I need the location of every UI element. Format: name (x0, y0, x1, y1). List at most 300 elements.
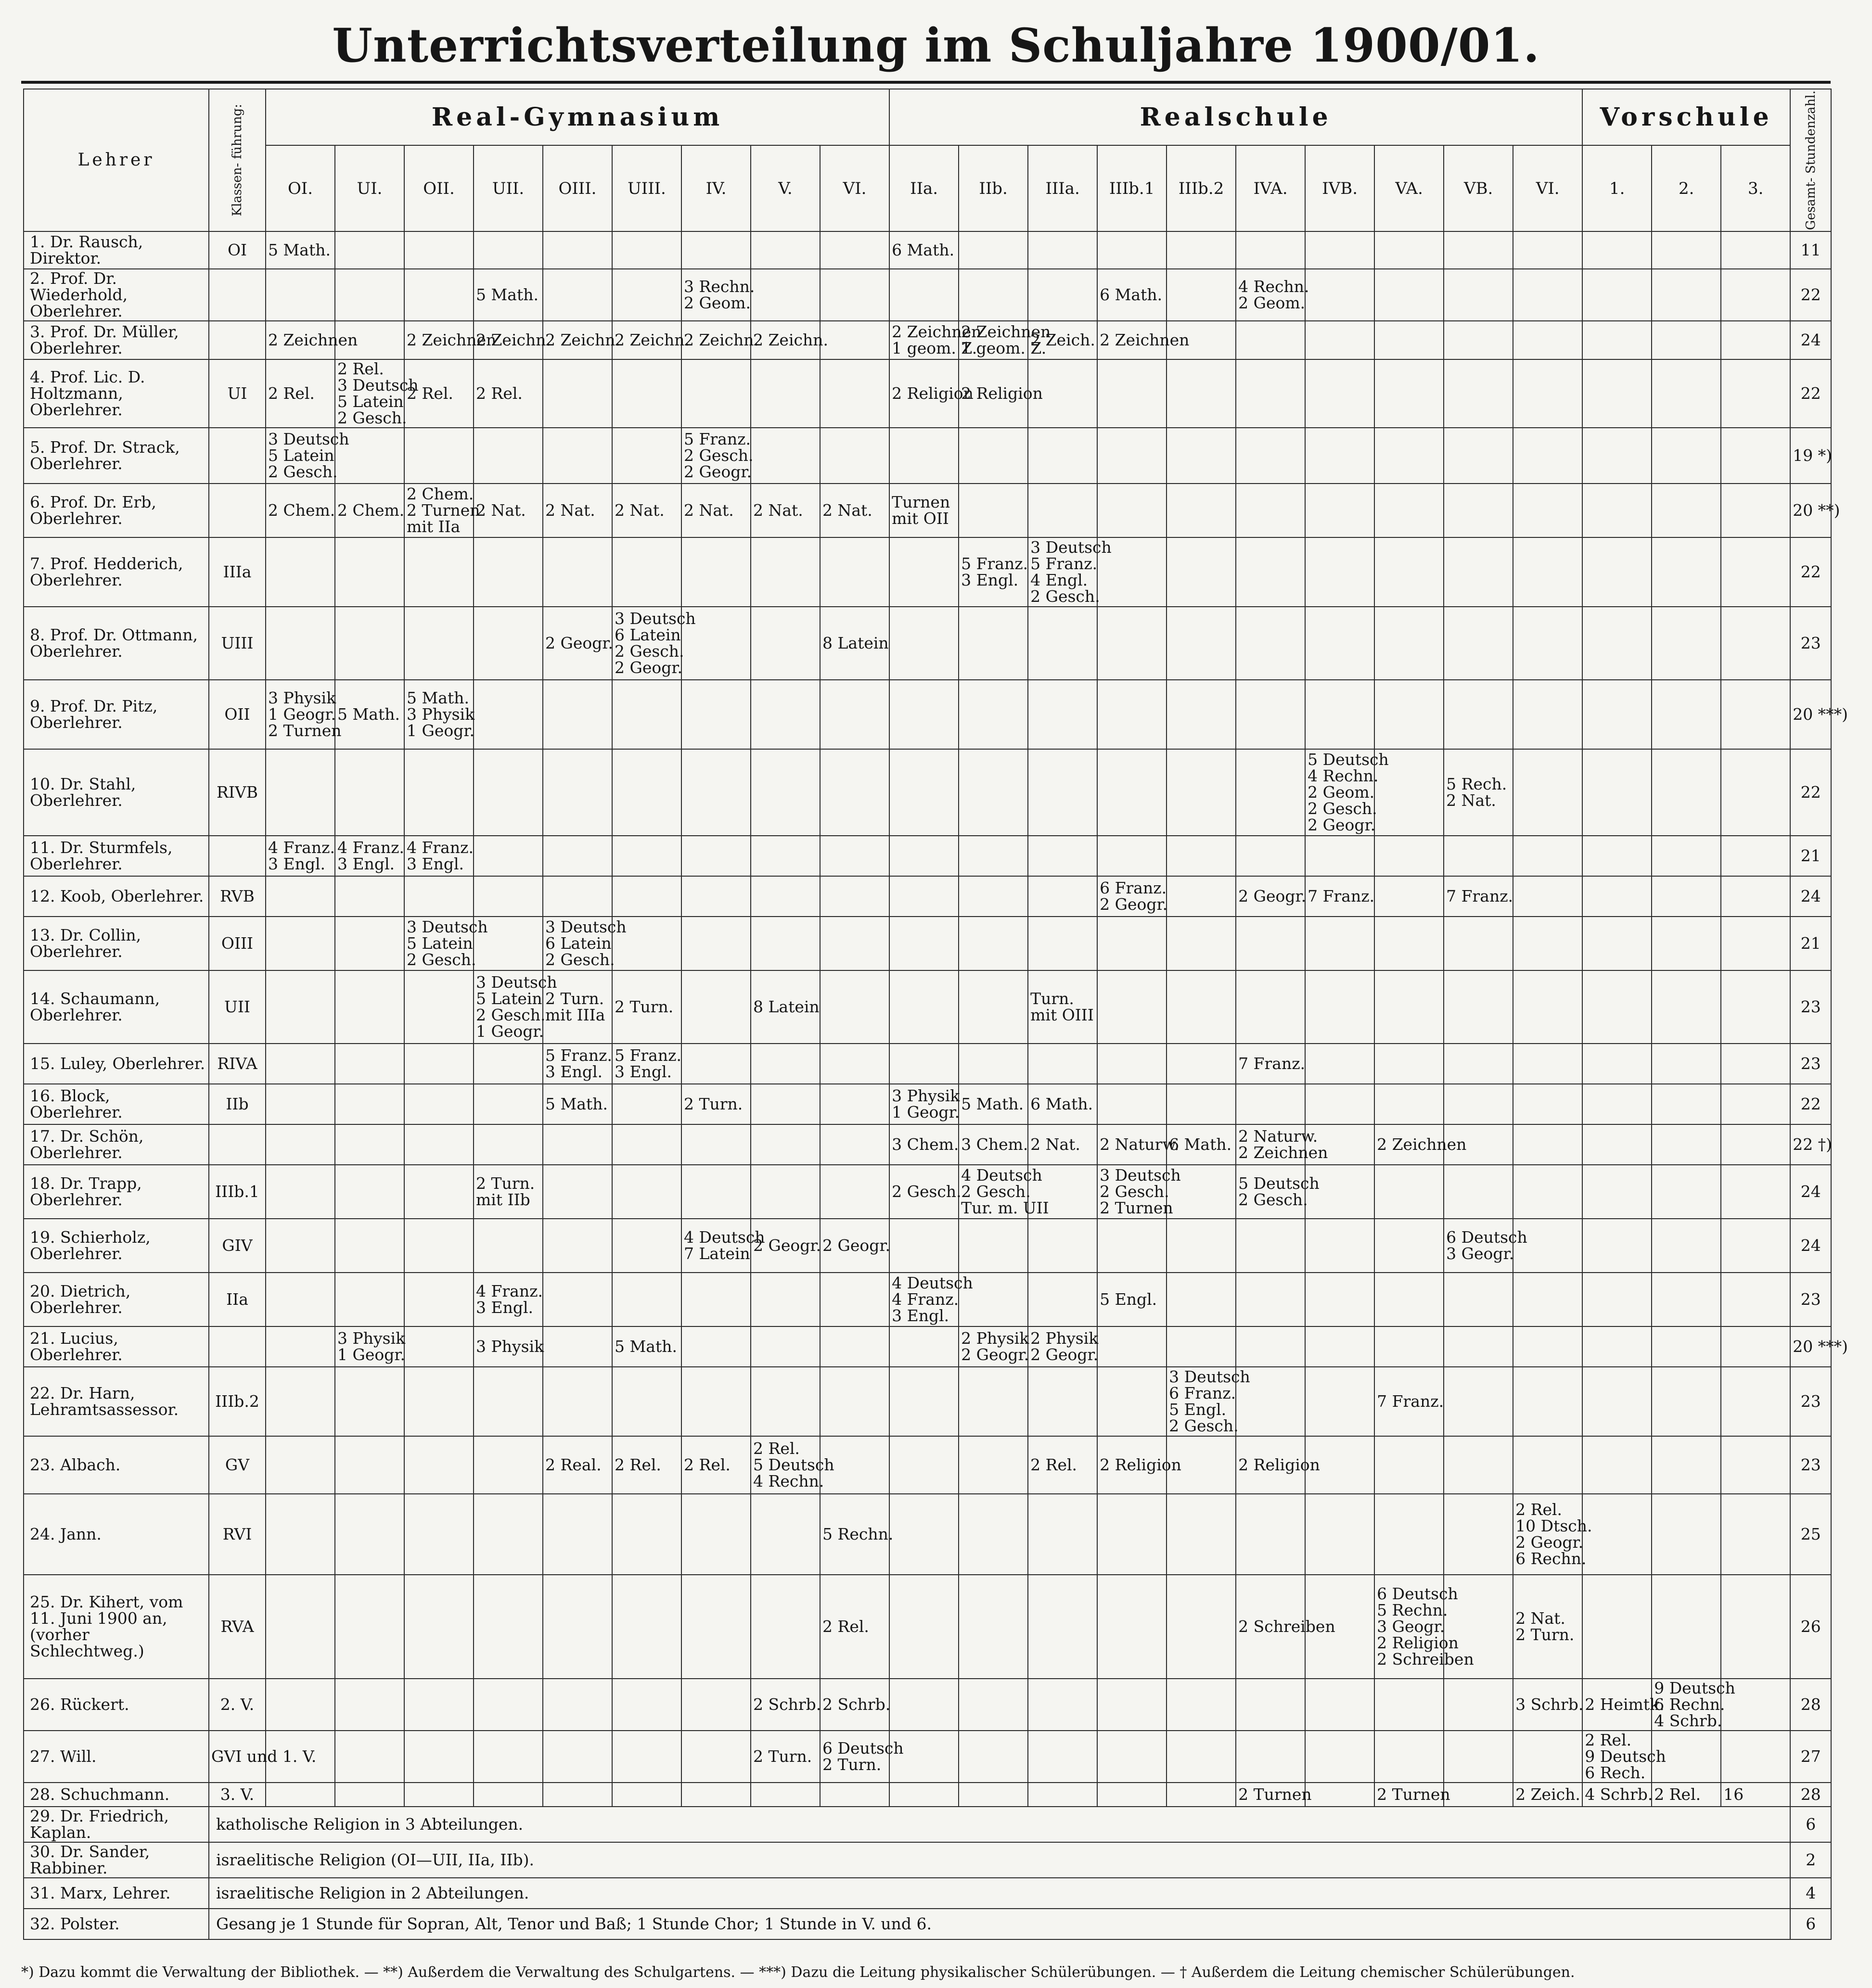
lesson-cell (1028, 231, 1097, 269)
total-hours-cell: 11 (1790, 231, 1831, 269)
lesson-cell (474, 484, 543, 537)
lesson-cell (820, 607, 889, 680)
klassenfuehrung-cell: RVA (209, 1575, 266, 1679)
lesson-entry: 4 Engl. (1030, 571, 1088, 590)
lesson-entry: 5 Latein (476, 989, 542, 1008)
lesson-entry: 9 Deutsch (1585, 1747, 1666, 1766)
lesson-cell (1513, 231, 1582, 269)
lesson-cell (681, 359, 751, 428)
lesson-cell (751, 1679, 820, 1731)
lesson-entry: 3 Deutsch (1030, 538, 1112, 557)
lesson-cell (889, 1783, 959, 1807)
lesson-cell (1236, 876, 1305, 917)
lesson-cell (1374, 428, 1444, 484)
lesson-cell (1652, 917, 1721, 970)
lesson-cell (1652, 1273, 1721, 1326)
total-hours-cell: 6 (1790, 1807, 1831, 1842)
lesson-cell (959, 749, 1028, 836)
lesson-cell (681, 876, 751, 917)
lesson-cell (266, 1084, 335, 1124)
total-hours-cell: 19 *) (1790, 428, 1831, 484)
teacher-cell: 23. Albach. (24, 1436, 209, 1494)
total-hours-cell: 21 (1790, 836, 1831, 876)
lesson-cell (474, 1731, 543, 1783)
lesson-cell (1374, 1494, 1444, 1575)
lesson-cell (1305, 537, 1374, 607)
lesson-cell (959, 1783, 1028, 1807)
lesson-cell (959, 1367, 1028, 1436)
lesson-cell (681, 749, 751, 836)
lesson-cell (820, 1084, 889, 1124)
lesson-cell (335, 484, 404, 537)
lesson-cell (1305, 680, 1374, 749)
lesson-cell (751, 1494, 820, 1575)
lesson-entry: 2 Naturw. (1238, 1127, 1318, 1146)
lesson-entry: 2 Nat. (1030, 1135, 1080, 1154)
table-row (24, 359, 1831, 428)
lesson-cell (1582, 680, 1652, 749)
lesson-entry: 3 Engl. (961, 571, 1019, 590)
lesson-cell (1513, 1494, 1592, 1575)
lesson-cell (1097, 1494, 1167, 1575)
teacher-cell: 29. Dr. Friedrich, Kaplan. (24, 1807, 209, 1842)
lesson-cell (1652, 1124, 1721, 1165)
lesson-entry: 2 Turn. (822, 1755, 882, 1774)
lesson-entry: 2 Gesch. (545, 950, 615, 969)
lesson-cell (820, 484, 889, 537)
lesson-cell (751, 537, 820, 607)
lesson-cell (1374, 1783, 1450, 1807)
table-row (24, 1273, 1831, 1326)
lesson-cell (820, 1044, 889, 1084)
lesson-entry: 5 Math. (337, 705, 400, 724)
lesson-cell (543, 1084, 612, 1124)
lesson-cell (266, 484, 335, 537)
lesson-cell (1236, 359, 1305, 428)
lesson-cell (1652, 1044, 1721, 1084)
lesson-cell (1444, 359, 1513, 428)
lesson-entry: 2 Turn. (476, 1174, 535, 1193)
lesson-cell (1236, 1273, 1305, 1326)
lesson-entry: 8 Latein (753, 997, 820, 1017)
lesson-entry: 4 Franz. (407, 838, 474, 857)
lesson-cell (335, 680, 404, 749)
lesson-entry: 5 Math. (961, 1095, 1024, 1114)
lesson-cell (1305, 607, 1374, 680)
lesson-cell (1167, 1575, 1236, 1679)
lesson-cell (1444, 1436, 1513, 1494)
lesson-cell (335, 1731, 404, 1783)
total-hours-cell: 24 (1790, 876, 1831, 917)
lesson-cell (959, 321, 1051, 359)
lesson-cell (751, 428, 820, 484)
lesson-cell (1582, 1124, 1652, 1165)
lesson-cell (1721, 484, 1790, 537)
lesson-cell (543, 1731, 612, 1783)
lesson-cell (820, 876, 889, 917)
lesson-cell (1582, 269, 1652, 321)
lesson-cell (1582, 1367, 1652, 1436)
lesson-cell (1028, 484, 1097, 537)
subject-description-cell: katholische Religion in 3 Abteilungen. (209, 1807, 1790, 1842)
lesson-cell (543, 1124, 612, 1165)
lesson-cell (959, 1044, 1028, 1084)
lesson-cell (266, 321, 358, 359)
lesson-cell (820, 1124, 889, 1165)
lesson-cell (1374, 321, 1444, 359)
teacher-cell: 27. Will. (24, 1731, 209, 1783)
lesson-cell (1582, 1326, 1652, 1367)
lesson-cell (266, 537, 335, 607)
lesson-cell (1513, 1783, 1582, 1807)
lesson-entry: 6 Deutsch (1377, 1584, 1458, 1604)
lesson-cell (1652, 484, 1721, 537)
lesson-cell (681, 484, 751, 537)
gesamt-header (1790, 89, 1831, 231)
lesson-cell (1097, 1124, 1180, 1165)
group-header-2: Vorschule (1582, 89, 1790, 145)
lesson-cell (1305, 321, 1374, 359)
lesson-entry: 2 Gesch. (1238, 1190, 1308, 1210)
lesson-cell (1721, 607, 1790, 680)
lesson-entry: 3 Deutsch (1169, 1367, 1250, 1387)
lesson-entry: 5 Deutsch (1238, 1174, 1320, 1193)
table-row (24, 1494, 1831, 1575)
lesson-cell (1513, 1679, 1582, 1731)
klassenfuehrung-cell (209, 321, 266, 359)
teacher-cell: 13. Dr. Collin, Oberlehrer. (24, 917, 209, 970)
lesson-cell (1582, 537, 1652, 607)
lesson-cell (404, 1084, 474, 1124)
klassenfuehrung-cell: RIVA (209, 1044, 266, 1084)
lesson-entry: 4 Schrb. (1585, 1785, 1653, 1804)
lesson-cell (612, 1165, 681, 1219)
lesson-entry: 5 Engl. (1169, 1400, 1227, 1419)
lesson-cell (266, 749, 335, 836)
lesson-entry: 1 Geogr. (892, 1103, 960, 1122)
lesson-cell (543, 876, 612, 917)
lesson-cell (681, 1679, 751, 1731)
lesson-cell (1236, 749, 1305, 836)
lesson-entry: 2 Schrb. (753, 1695, 821, 1714)
lesson-entry: 2 Geogr. (1308, 816, 1376, 835)
lesson-cell (612, 428, 681, 484)
lesson-entry: 3 Engl. (268, 854, 325, 874)
lesson-cell (335, 1084, 404, 1124)
lesson-entry: 5 Latein (268, 446, 334, 465)
lesson-cell (543, 607, 612, 680)
lesson-entry: 2 Zeichnen (1238, 1143, 1328, 1162)
teacher-cell: 8. Prof. Dr. Ottmann, Oberlehrer. (24, 607, 209, 680)
lesson-cell (959, 1436, 1028, 1494)
lesson-entry: 6 Franz. (1169, 1384, 1236, 1403)
class-column-header: VI. (820, 145, 889, 231)
lesson-cell (1097, 876, 1167, 917)
table-row (24, 428, 1831, 484)
lesson-entry: 2 Gesch. (268, 462, 338, 482)
lesson-entry: 7 Franz. (1446, 887, 1513, 906)
lesson-cell (474, 749, 543, 836)
lesson-entry: 2 Turn. (684, 1095, 743, 1114)
lesson-cell (820, 537, 889, 607)
lesson-entry: 5 Franz. (684, 430, 751, 449)
lesson-cell (1167, 1273, 1236, 1326)
lesson-cell (751, 1165, 820, 1219)
lesson-cell (1582, 1575, 1652, 1679)
class-column-header: IVA. (1236, 145, 1305, 231)
lesson-cell (1513, 749, 1582, 836)
lesson-cell (335, 876, 404, 917)
lesson-cell (1097, 321, 1190, 359)
table-row (24, 1124, 1831, 1165)
lesson-cell (820, 1494, 894, 1575)
lesson-cell (820, 269, 889, 321)
lesson-cell (1444, 428, 1513, 484)
lesson-entry: mit IIa (407, 517, 461, 536)
lesson-cell (751, 231, 820, 269)
teacher-cell: 3. Prof. Dr. Müller, Oberlehrer. (24, 321, 209, 359)
lesson-cell (1444, 484, 1513, 537)
lesson-cell (543, 836, 612, 876)
class-column-header: UI. (335, 145, 404, 231)
lesson-cell (1028, 607, 1097, 680)
lesson-cell (266, 1165, 335, 1219)
lesson-entry: 4 Franz. (268, 838, 335, 857)
lesson-cell (612, 484, 681, 537)
teacher-cell: 17. Dr. Schön, Oberlehrer. (24, 1124, 209, 1165)
lesson-entry: 2 Zeich. (1515, 1785, 1580, 1804)
lesson-entry: 9 Deutsch (1654, 1679, 1735, 1698)
lesson-cell (959, 1494, 1028, 1575)
lesson-entry: 2 Nat. (545, 501, 595, 520)
lesson-entry: 16 (1723, 1785, 1744, 1804)
lesson-cell (820, 680, 889, 749)
lesson-cell (1582, 749, 1652, 836)
klassenfuehrung-cell (209, 1326, 266, 1367)
lesson-cell (404, 1044, 474, 1084)
lesson-cell (1097, 917, 1167, 970)
lesson-cell (1652, 970, 1721, 1044)
lesson-cell (889, 1219, 959, 1273)
lesson-entry: Turn. (1030, 989, 1074, 1008)
lesson-cell (543, 1044, 612, 1084)
lesson-cell (1028, 1326, 1097, 1367)
lesson-cell (1721, 970, 1790, 1044)
lesson-cell (1028, 1044, 1097, 1084)
lesson-cell (612, 321, 690, 359)
lesson-entry: 4 Schrb. (1654, 1711, 1722, 1731)
lesson-entry: 2 Rel. (684, 1455, 731, 1475)
table-row (24, 1783, 1831, 1807)
lesson-cell (959, 1575, 1028, 1679)
lesson-cell (1444, 1165, 1513, 1219)
lesson-cell (820, 836, 889, 876)
lesson-cell (1374, 1367, 1444, 1436)
lesson-entry: 2 Nat. (822, 501, 872, 520)
lesson-cell (474, 970, 557, 1044)
lesson-cell (404, 749, 474, 836)
lesson-entry: 3 Deutsch (545, 918, 627, 937)
total-hours-cell: 23 (1790, 1044, 1831, 1084)
lesson-cell (1236, 1044, 1305, 1084)
lesson-cell (474, 359, 543, 428)
lesson-cell (1097, 359, 1167, 428)
lesson-cell (681, 537, 751, 607)
lesson-cell (1444, 537, 1513, 607)
lesson-cell (1167, 970, 1236, 1044)
lesson-cell (1305, 836, 1374, 876)
lesson-entry: 4 Deutsch (892, 1274, 973, 1293)
lesson-entry: 2 Turnen (1377, 1785, 1450, 1804)
lesson-cell (1305, 1783, 1374, 1807)
lesson-cell (681, 231, 751, 269)
lesson-cell (404, 1783, 474, 1807)
lesson-entry: 2 Turnen (1100, 1198, 1173, 1218)
lesson-cell (820, 1165, 889, 1219)
total-hours-cell: 28 (1790, 1783, 1831, 1807)
lesson-cell (751, 1326, 820, 1367)
lesson-cell (1582, 428, 1652, 484)
lesson-cell (543, 1273, 612, 1326)
lesson-entry: 10 Dtsch. (1515, 1516, 1592, 1536)
lesson-cell (612, 537, 681, 607)
lesson-cell (1236, 1494, 1305, 1575)
lesson-cell (1513, 1273, 1582, 1326)
lesson-cell (959, 970, 1028, 1044)
lesson-cell (474, 321, 551, 359)
lesson-cell (612, 1731, 681, 1783)
lesson-cell (820, 1575, 889, 1679)
lesson-cell (1721, 321, 1790, 359)
lesson-cell (1721, 836, 1790, 876)
total-hours-cell: 22 (1790, 1084, 1831, 1124)
lesson-entry: 2 Chem. (337, 501, 405, 520)
lesson-cell (404, 537, 474, 607)
lesson-cell (1305, 1044, 1374, 1084)
table-row (24, 1878, 1831, 1909)
lesson-cell (266, 359, 335, 428)
lesson-cell (1513, 1084, 1582, 1124)
lesson-entry: 3 Chem. (892, 1135, 959, 1154)
lesson-cell (474, 1367, 543, 1436)
table-row (24, 1326, 1831, 1367)
total-hours-cell: 25 (1790, 1494, 1831, 1575)
lesson-cell (1028, 680, 1097, 749)
lesson-cell (1721, 1165, 1790, 1219)
lesson-cell (1513, 1731, 1582, 1783)
klassenfuehrung-cell: RVB (209, 876, 266, 917)
lesson-cell (1236, 321, 1305, 359)
lesson-cell (543, 1367, 612, 1436)
lesson-cell (1721, 876, 1790, 917)
lesson-cell (1444, 1273, 1513, 1326)
lesson-cell (1652, 1783, 1721, 1807)
lesson-cell (889, 607, 959, 680)
lesson-cell (266, 876, 335, 917)
lesson-entry: 2 Geogr. (1515, 1533, 1584, 1552)
schedule-table (23, 89, 1848, 1940)
lesson-cell (1097, 1575, 1167, 1679)
class-column-header: OII. (404, 145, 474, 231)
lesson-entry: 4 Rechn. (1308, 766, 1379, 786)
class-column-header: UIII. (612, 145, 681, 231)
total-hours-cell: 20 ***) (1790, 1326, 1831, 1367)
lesson-entry: 2 Zeichnen (407, 331, 497, 350)
table-row (24, 1367, 1831, 1436)
lesson-entry: 2 Turn. (545, 989, 604, 1008)
lesson-cell (681, 1783, 751, 1807)
lesson-entry: 4 Deutsch (961, 1166, 1042, 1185)
lesson-cell (474, 1124, 543, 1165)
lesson-entry: 2 Gesch. (684, 446, 754, 465)
lesson-entry: 7 Latein (684, 1244, 750, 1263)
table-row (24, 607, 1831, 680)
lesson-cell (1305, 269, 1374, 321)
lesson-cell (1305, 1326, 1374, 1367)
lesson-entry: 4 Franz. (892, 1290, 959, 1309)
lesson-entry: 2 Religion (1238, 1455, 1320, 1475)
lesson-cell (1513, 876, 1582, 917)
klassenfuehrung-cell: 2. V. (209, 1679, 266, 1731)
lesson-cell (1167, 1044, 1236, 1084)
lesson-cell (1167, 1326, 1236, 1367)
lesson-cell (543, 537, 612, 607)
subject-description-cell: Gesang je 1 Stunde für Sopran, Alt, Tenor und Baß; 1 Stunde Chor; 1 Stunde in V. und 6. (209, 1909, 1790, 1939)
lesson-entry: 6 Math. (1100, 285, 1163, 305)
lesson-entry: 2 Turnen (268, 721, 342, 740)
teacher-cell: 19. Schierholz, Oberlehrer. (24, 1219, 209, 1273)
lesson-cell (751, 836, 820, 876)
lesson-cell (959, 1679, 1028, 1731)
lesson-cell (751, 1219, 820, 1273)
lesson-entry: 2 Religion (892, 384, 974, 403)
total-hours-cell: 23 (1790, 970, 1831, 1044)
table-row (24, 1807, 1831, 1842)
lesson-entry: 6 Math. (1169, 1135, 1232, 1154)
lesson-entry: 6 Deutsch (822, 1739, 904, 1758)
table-row (24, 484, 1831, 537)
lesson-entry: 3 Deutsch (615, 609, 696, 628)
class-column-header: VA. (1374, 145, 1444, 231)
lesson-cell (1374, 607, 1444, 680)
lesson-cell (1513, 680, 1582, 749)
lesson-cell (1652, 607, 1721, 680)
class-column-header: IIIb.1 (1097, 145, 1167, 231)
lesson-cell (1582, 1783, 1652, 1807)
lesson-cell (1721, 1731, 1790, 1783)
lesson-entry: 2 Nat. (684, 501, 734, 520)
lesson-cell (1721, 680, 1790, 749)
class-column-header: 3. (1721, 145, 1790, 231)
lesson-entry: 2 Nat. (1515, 1609, 1565, 1628)
lesson-cell (751, 359, 820, 428)
lesson-cell (1444, 1679, 1513, 1731)
lesson-entry: 5 Math. (615, 1337, 677, 1356)
lesson-entry: 3 Physik (337, 1329, 406, 1348)
teacher-cell: 22. Dr. Harn, Lehramtsassessor. (24, 1367, 209, 1436)
total-hours-cell: 27 (1790, 1731, 1831, 1783)
lesson-cell (1721, 359, 1790, 428)
class-column-header: VI. (1513, 145, 1582, 231)
lesson-cell (1167, 680, 1236, 749)
lesson-cell (1167, 1679, 1236, 1731)
table-row (24, 836, 1831, 876)
lesson-cell (1374, 1731, 1444, 1783)
lesson-entry: 2 Religion (1100, 1455, 1181, 1475)
lesson-cell (959, 231, 1028, 269)
lesson-cell (1236, 269, 1309, 321)
group-header-0: Real-Gymnasium (266, 89, 889, 145)
